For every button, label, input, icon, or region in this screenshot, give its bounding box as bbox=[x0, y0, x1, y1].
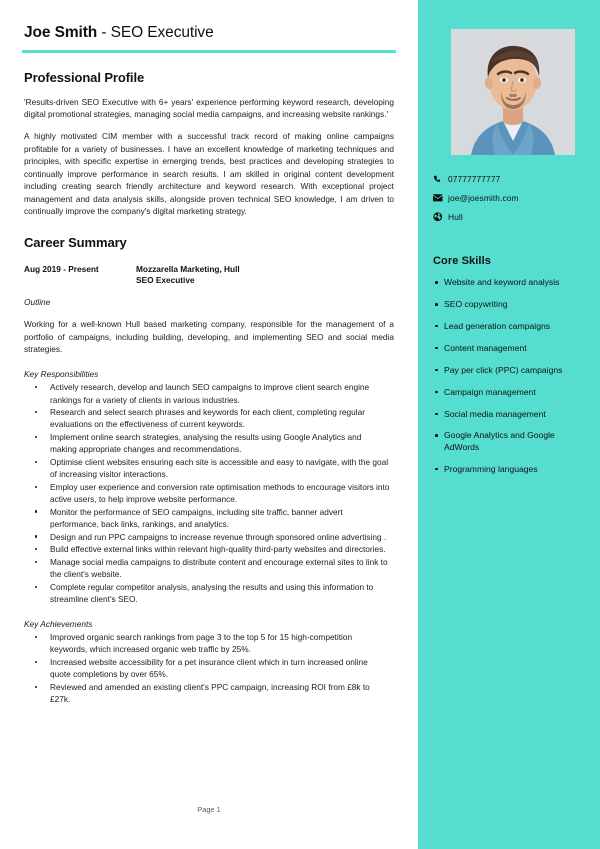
list-item: Employ user experience and conversion rate optimisation methods to encourage visitors into active users, to help improve website performance. bbox=[22, 481, 390, 505]
list-item: Design and run PPC campaigns to increase revenue through sponsored online advertising . bbox=[22, 531, 390, 543]
list-item: Manage social media campaigns to distribute content and encourage external sites to link to the client's website. bbox=[22, 556, 390, 580]
job-entry-header bbox=[24, 264, 396, 288]
job-dates: Aug 2019 - Present bbox=[24, 263, 99, 274]
achievements-label: Key Achievements bbox=[24, 619, 93, 630]
page-footer: Page 1 bbox=[197, 805, 221, 814]
contact-row-email bbox=[433, 193, 592, 203]
list-item: Improved organic search rankings from page 3 to the top 5 for 15 high-competition keywords, which increased organic web traffic by 25%. bbox=[22, 631, 390, 655]
contact-phone-value: 07777777777 bbox=[448, 174, 501, 184]
job-company-role bbox=[136, 264, 240, 288]
skill-item: Website and keyword analysis bbox=[433, 277, 590, 288]
outline-label: Outline bbox=[24, 297, 51, 308]
list-item: Reviewed and amended an existing client's PPC campaign, increasing ROI from £8k to £27k. bbox=[22, 681, 390, 705]
profile-paragraph-2: A highly motivated CIM member with a successful track record of making online campaigns profitable for a variety of businesses. I have an excellent knowledge of marketing techniques and principles, with specific expertise in emerging trends, best practices and developing strategies to continually improve performance in search results. I am skilled in original content development including creating search friendly architecture and keyword research. With exceptional project management and data analysis skills, alongside proven technical SEO knowledge, I am driven to continually improve the company's digital marketing strategy. bbox=[24, 131, 394, 217]
skills-heading: Core Skills bbox=[433, 255, 491, 267]
envelope-icon bbox=[433, 193, 446, 203]
name-separator: - bbox=[97, 24, 111, 41]
section-heading-professional-profile: Professional Profile bbox=[24, 69, 145, 85]
skill-item: Campaign management bbox=[433, 387, 590, 398]
contact-details bbox=[433, 174, 592, 231]
list-item: Implement online search strategies, analysing the results using Google Analytics and making appropriate changes and recommendations. bbox=[22, 431, 390, 455]
job-company: Mozzarella Marketing, Hull bbox=[136, 263, 240, 274]
responsibilities-label: Key Responsibilities bbox=[24, 369, 99, 380]
skill-item: Google Analytics and Google AdWords bbox=[433, 430, 590, 453]
header-accent-rule bbox=[22, 50, 396, 53]
globe-icon bbox=[433, 212, 446, 222]
skill-item: Social media management bbox=[433, 409, 590, 420]
page-title bbox=[22, 24, 396, 42]
list-item: Monitor the performance of SEO campaigns, including site traffic, banner advert performance, back links, rankings, and analytics. bbox=[22, 506, 390, 530]
list-item: Research and select search phrases and keywords for each client, completing regular evaluations on the effectiveness of current keywords. bbox=[22, 406, 390, 430]
skill-item: Content management bbox=[433, 343, 590, 354]
contact-row-phone bbox=[433, 174, 592, 184]
sidebar bbox=[418, 0, 600, 849]
achievements-list bbox=[22, 631, 396, 705]
skill-item: Programming languages bbox=[433, 464, 590, 475]
candidate-job-title: SEO Executive bbox=[110, 24, 214, 41]
candidate-photo bbox=[451, 29, 575, 155]
section-heading-career-summary: Career Summary bbox=[24, 234, 127, 250]
contact-email-value: joe@joesmith.com bbox=[448, 193, 519, 204]
list-item: Build effective external links within relevant high-quality third-party websites and directories. bbox=[22, 543, 390, 555]
skill-item: Pay per click (PPC) campaigns bbox=[433, 365, 590, 376]
skill-item: SEO copywriting bbox=[433, 299, 590, 310]
core-skills-list bbox=[433, 277, 590, 486]
avatar bbox=[451, 29, 575, 155]
list-item: Actively research, develop and launch SEO campaigns to improve client search engine rankings for a variety of clients in various industries. bbox=[22, 381, 390, 405]
outline-text: Working for a well-known Hull based marketing company, responsible for the management of a portfolio of campaigns, including building, developing, and implementing SEO and social media strategies. bbox=[24, 319, 394, 354]
responsibilities-list bbox=[22, 381, 396, 605]
profile-paragraph-1: 'Results-driven SEO Executive with 6+ years' experience performing keyword research, developing digital promotional strategies, managing social media campaigns, and increasing website rankings.' bbox=[24, 96, 394, 120]
contact-location-value: Hull bbox=[448, 212, 463, 223]
contact-row-location bbox=[433, 212, 592, 222]
candidate-name: Joe Smith bbox=[24, 24, 98, 41]
job-role: SEO Executive bbox=[136, 275, 195, 286]
skill-item: Lead generation campaigns bbox=[433, 321, 590, 332]
list-item: Complete regular competitor analysis, analysing the results and using this information to streamline client's SEO. bbox=[22, 581, 390, 605]
list-item: Increased website accessibility for a pet insurance client which in turn increased online quote completions by over 65%. bbox=[22, 656, 390, 680]
list-item: Optimise client websites ensuring each site is accessible and easy to navigate, with the goal of increasing visitor interactions. bbox=[22, 456, 390, 480]
phone-icon bbox=[433, 174, 446, 183]
